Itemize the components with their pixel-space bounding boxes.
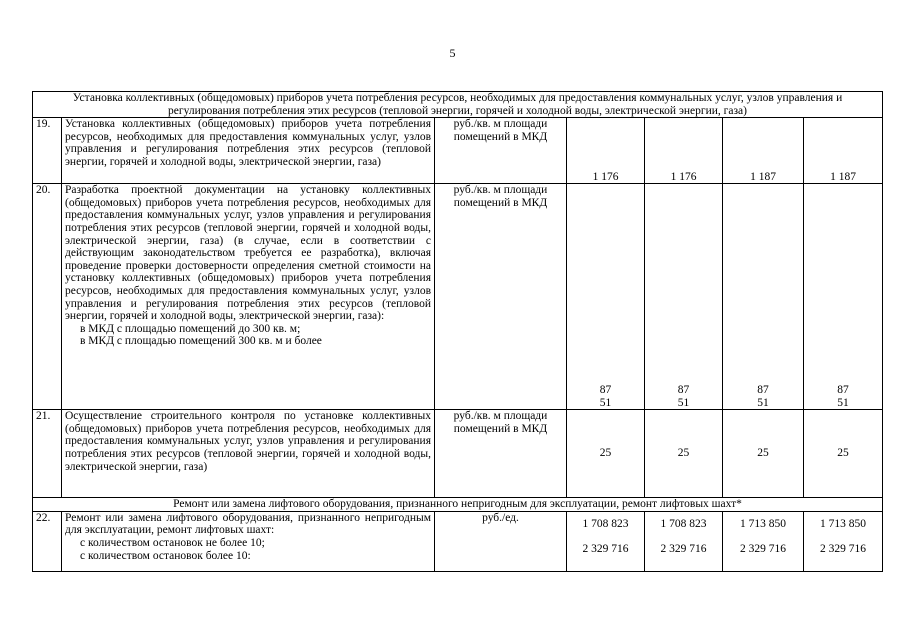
table-row bbox=[33, 184, 883, 410]
row-unit: руб./ед. bbox=[435, 511, 567, 571]
row-value-cell bbox=[723, 511, 804, 571]
page-number: 5 bbox=[449, 46, 456, 60]
row-value: 1 187 bbox=[804, 118, 883, 184]
row-value: 1 713 850 bbox=[820, 517, 867, 530]
row-description: Осуществление строительного контроля по установке коллективных (общедомовых) приборов учета потребления ресурсов, необходимых для предоставления коммунальных услуг, узлов управления и регулирования потребления этих ресурсов (тепловой энергии, горячей и холодной воды, электрической энергии, газа) bbox=[62, 410, 435, 498]
row-unit: руб./кв. м площади помещений в МКД bbox=[435, 184, 567, 410]
row-value-cell bbox=[645, 184, 723, 410]
row-value: 87 bbox=[757, 384, 769, 396]
row-value: 2 329 716 bbox=[582, 542, 629, 555]
row-value-cell bbox=[567, 184, 645, 410]
row-description-cell bbox=[62, 511, 435, 571]
row-value-cell bbox=[645, 511, 723, 571]
row-subitem: в МКД с площадью помещений 300 кв. м и более bbox=[80, 335, 322, 348]
row-value-cell bbox=[804, 511, 883, 571]
section-title-meters: Установка коллективных (общедомовых) приборов учета потребления ресурсов, необходимых для предоставления коммунальных услуг, узлов управления и регулирования потребления этих ресурсов (тепловой энергии, горячей и холодной воды, электрической энергии, газа) bbox=[33, 92, 883, 118]
row-subitem: с количеством остановок более 10: bbox=[80, 549, 251, 562]
row-subitem: с количеством остановок не более 10; bbox=[80, 536, 265, 549]
row-value: 1 708 823 bbox=[582, 517, 629, 530]
row-value: 2 329 716 bbox=[820, 542, 867, 555]
row-value: 87 bbox=[677, 384, 690, 396]
table-row bbox=[33, 118, 883, 184]
row-number: 20. bbox=[33, 184, 62, 410]
row-subitem: в МКД с площадью помещений до 300 кв. м; bbox=[80, 322, 301, 335]
row-value: 25 bbox=[567, 410, 645, 498]
row-value: 25 bbox=[723, 410, 804, 498]
row-value: 87 bbox=[599, 384, 612, 396]
table-row bbox=[33, 410, 883, 498]
section-header-row bbox=[33, 92, 883, 118]
row-description-cell bbox=[62, 184, 435, 410]
section-title-elevators: Ремонт или замена лифтового оборудования, признанного непригодным для эксплуатации, ремонт лифтовых шахт* bbox=[33, 498, 883, 512]
tariff-table bbox=[32, 91, 883, 572]
row-value: 87 bbox=[837, 384, 849, 396]
row-number: 22. bbox=[33, 511, 62, 571]
row-description: Установка коллективных (общедомовых) приборов учета потребления ресурсов, необходимых для предоставления коммунальных услуг, узлов управления и регулирования потребления этих ресурсов (тепловой энергии, горячей и холодной воды, электрической энергии, газа) bbox=[62, 118, 435, 184]
row-unit: руб./кв. м площади помещений в МКД bbox=[435, 410, 567, 498]
row-value: 1 187 bbox=[723, 118, 804, 184]
row-value: 1 708 823 bbox=[660, 517, 707, 530]
row-description: Разработка проектной документации на установку коллективных (общедомовых) приборов учета потребления ресурсов, необходимых для предоставления коммунальных услуг, узлов управления и регулирования потребления этих ресурсов (тепловой энергии, горячей и холодной воды, электрической энергии, газа) (в случае, если в соответствии с действующим законодательством требуется ее разработка), включая проведение проверки достоверности определения сметной стоимости на установку коллективных (общедомовых) приборов учета потребления ресурсов, необходимых для предоставления коммунальных услуг, узлов управления и регулирования потребления этих ресурсов (тепловой энергии, горячей и холодной воды, электрической энергии, газа): bbox=[65, 184, 431, 323]
row-value: 2 329 716 bbox=[660, 542, 707, 555]
row-number: 19. bbox=[33, 118, 62, 184]
row-value: 51 bbox=[677, 396, 690, 409]
row-value: 25 bbox=[804, 410, 883, 498]
row-number: 21. bbox=[33, 410, 62, 498]
row-value: 1 713 850 bbox=[740, 517, 786, 530]
row-value-cell bbox=[804, 184, 883, 410]
table-row bbox=[33, 511, 883, 571]
section-header-row bbox=[33, 498, 883, 512]
row-value: 1 176 bbox=[645, 118, 723, 184]
row-value-cell bbox=[567, 511, 645, 571]
row-description: Ремонт или замена лифтового оборудования, признанного непригодным для эксплуатации, ремонт лифтовых шахт: bbox=[65, 511, 431, 537]
row-value: 1 176 bbox=[567, 118, 645, 184]
row-value: 51 bbox=[599, 396, 612, 409]
row-value: 2 329 716 bbox=[740, 542, 786, 555]
row-unit: руб./кв. м площади помещений в МКД bbox=[435, 118, 567, 184]
row-value-cell bbox=[723, 184, 804, 410]
row-value: 25 bbox=[645, 410, 723, 498]
row-value: 51 bbox=[837, 396, 849, 409]
row-value: 51 bbox=[757, 396, 769, 409]
